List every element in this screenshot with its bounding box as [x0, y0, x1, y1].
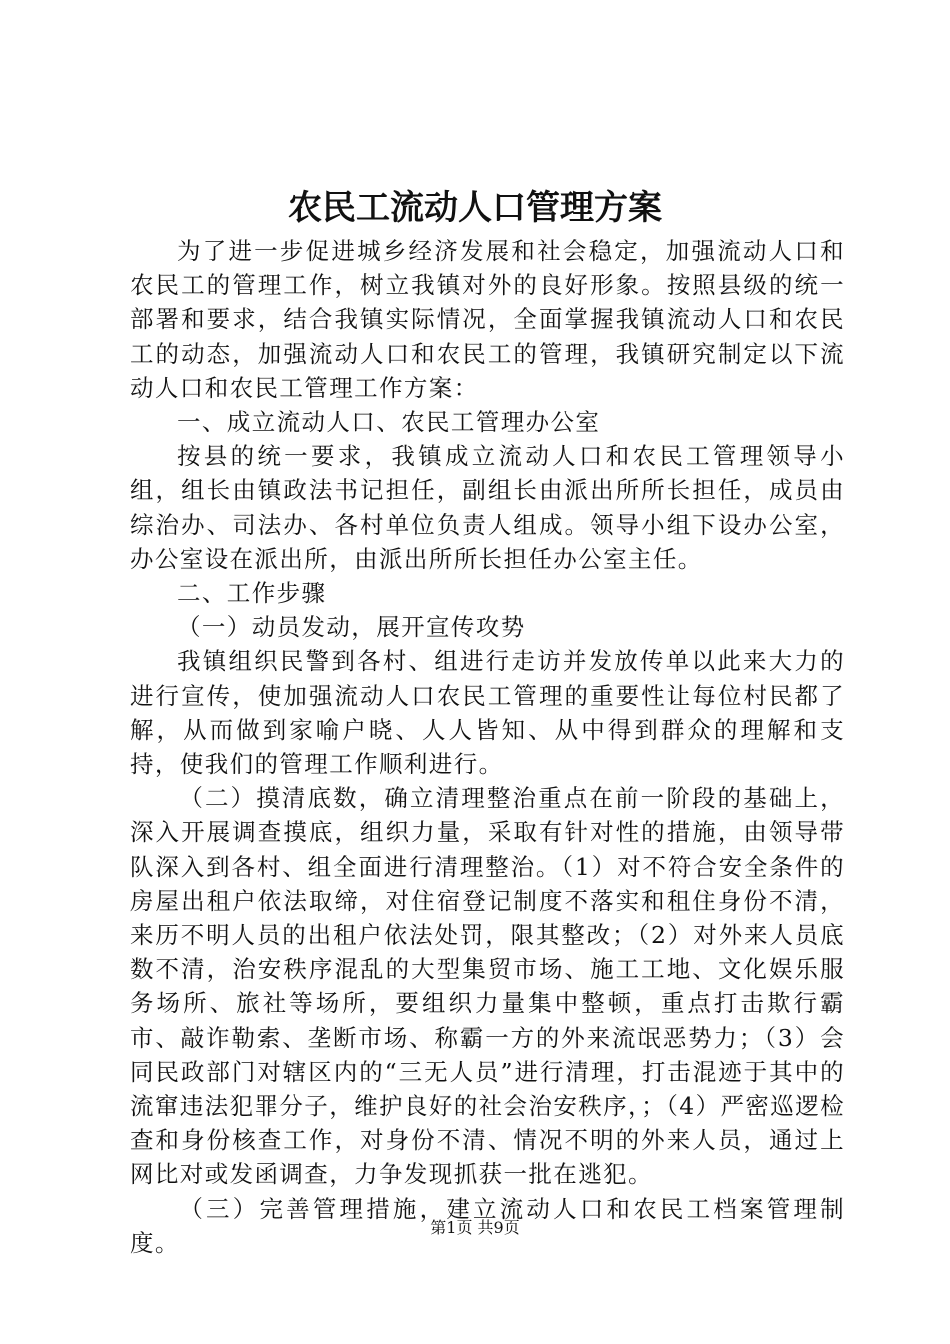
document-body: [130, 234, 845, 1260]
subsection-3-paragraph: （三）完善管理措施，建立流动人口和农民工档案管理制度。: [130, 1194, 845, 1257]
document-title: 农民工流动人口管理方案: [288, 188, 662, 228]
page-number-footer: 第1页 共9页: [430, 1218, 520, 1237]
section-heading-1: 一、成立流动人口、农民工管理办公室: [177, 408, 601, 437]
subsection-1-paragraph: 我镇组织民警到各村、组进行走访并发放传单以此来大力的进行宣传，使加强流动人口农民工管理的重要性让每位村民都了解，从而做到家喻户晓、人人皆知、从中得到群众的理解和支持，使我们的管理工作顺利进行。: [130, 647, 845, 779]
intro-paragraph: 为了进一步促进城乡经济发展和社会稳定，加强流动人口和农民工的管理工作，树立我镇对外的良好形象。按照县级的统一部署和要求，结合我镇实际情况，全面掌握我镇流动人口和农民工的动态，加强流动人口和农民工的管理，我镇研究制定以下流动人口和农民工管理工作方案：: [130, 237, 845, 402]
subsection-2-paragraph: （二）摸清底数，确立清理整治重点在前一阶段的基础上，深入开展调查摸底，组织力量，采取有针对性的措施，由领导带队深入到各村、组全面进行清理整治。（1）对不符合安全条件的房屋出租户依法取缔，对住宿登记制度不落实和租住身份不清，来历不明人员的出租户依法处罚，限其整改；（2）对外来人员底数不清，治安秩序混乱的大型集贸市场、施工工地、文化娱乐服务场所、旅社等场所，要组织力量集中整顿，重点打击欺行霸市、敲诈勒索、垄断市场、称霸一方的外来流氓恶势力；（3）会同民政部门对辖区内的“三无人员”进行清理，打击混迹于其中的流窜违法犯罪分子，维护良好的社会治安秩序，；（4）严密巡逻检查和身份核查工作，对身份不清、情况不明的外来人员，通过上网比对或发函调查，力争发现抓获一批在逃犯。: [130, 784, 845, 1189]
section-heading-2: 二、工作步骤: [177, 579, 327, 608]
section-1-paragraph: 按县的统一要求，我镇成立流动人口和农民工管理领导小组，组长由镇政法书记担任，副组长由派出所所长担任，成员由综治办、司法办、各村单位负责人组成。领导小组下设办公室，办公室设在派出所，由派出所所长担任办公室主任。: [130, 442, 845, 573]
subsection-heading-1: （一）动员发动，展开宣传攻势: [177, 613, 526, 642]
